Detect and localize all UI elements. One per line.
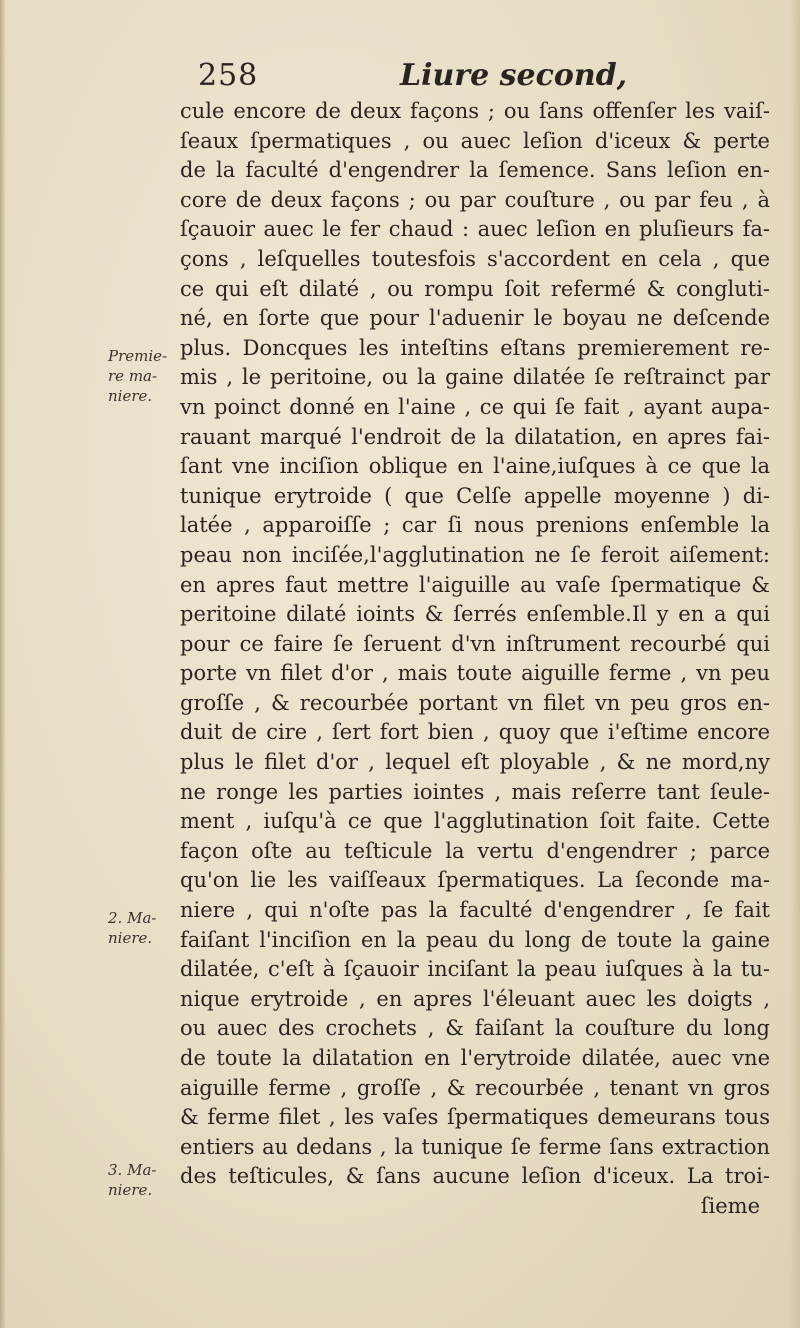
text-line: qu'on lie les vaiſſeaux ſpermatiques. La ſeconde ma- [180,868,770,893]
text-line: cule encore de deux façons ; ou ſans offenſer les vaiſ- [180,99,770,123]
text-line: de toute la dilatation en l'erytroide dilatée, auec vne [180,1046,770,1070]
text-line: faiſant l'inciſion en la peau du long de toute la gaine [180,927,770,952]
text-line: façon oſte au teſticule la vertu d'engendrer ; parce [180,838,770,863]
margin-note-line: niere. [108,929,153,947]
page-edge-shadow [0,0,6,1328]
margin-note-troisieme-maniere [108,1160,176,1200]
text-line: entiers au dedans , la tunique ſe ferme ſans extraction [180,1134,770,1159]
text-line: ou auec des crochets , & faiſant la couſture du long [180,1016,770,1041]
page-header [190,58,628,98]
text-line: en apres faut mettre l'aiguille au vaſe ſpermatique & [180,572,770,597]
margin-note-line: niere. [108,1181,153,1199]
text-line: né, en ſorte que pour l'aduenir le boyau ne deſcende [180,306,770,331]
text-line: niere , qui n'oſte pas la faculté d'engendrer , ſe fait [180,898,770,923]
text-line: vn poinct donné en l'aine , ce qui ſe fait , ayant aupa- [180,394,770,419]
text-line: ce qui eſt dilaté , ou rompu ſoit refermé & congluti- [180,276,770,301]
text-line: mis , le peritoine, ou la gaine dilatée ſe reſtrainct par [180,365,770,390]
text-line: ſant vne inciſion oblique en l'aine,iuſques à ce que la [180,454,770,479]
text-line: rauant marqué l'endroit de la dilatation, en apres fai- [180,424,770,449]
text-line: core de deux façons ; ou par couſture , ou par feu , à [180,187,770,212]
margin-note-line: 2. Ma- [108,909,157,927]
text-line: plus. Doncques les inteſtins eſtans premierement re- [180,335,770,360]
margin-note-line: re ma- [108,367,158,385]
page-edge-highlight [790,0,800,1328]
margin-note-line: Premie- [108,347,168,365]
text-line: & ferme filet , les vaſes ſpermatiques demeurans tous [180,1105,770,1130]
margin-note-seconde-maniere [108,908,176,948]
text-line: latée , apparoiſſe ; car ſi nous prenions enſemble la [180,513,770,538]
page-number: 258 [198,58,259,93]
text-line: ſieme [700,1193,760,1218]
text-line: peritoine dilaté ioints & ſerrés enſemble.Il y en a qui [180,602,770,627]
text-line: ne ronge les parties iointes , mais reſerre tant ſeule- [180,779,770,804]
text-line: tunique erytroide ( que Celſe appelle moyenne ) di- [180,483,770,508]
text-line: peau non inciſée,l'agglutination ne ſe feroit aiſement: [180,542,770,567]
running-title: Liure second, [400,58,628,93]
text-line: ment , iuſqu'à ce que l'agglutination ſoit faite. Cette [180,809,770,834]
margin-note-line: niere. [108,387,153,405]
margin-note-premiere-maniere [108,346,176,406]
text-line: groſſe , & recourbée portant vn filet vn peu gros en- [180,690,770,715]
text-line: de la faculté d'engendrer la ſemence. Sans leſion en- [180,158,770,183]
body-text [180,97,770,1222]
text-line: aiguille ferme , groſſe , & recourbée , tenant vn gros [180,1075,770,1100]
text-line: nique erytroide , en apres l'éleuant auec les doigts , [180,986,770,1011]
text-line: duit de cire , ſert fort bien , quoy que i'eſtime encore [180,720,770,745]
text-line: ſçauoir auec le fer chaud : auec leſion en pluſieurs fa- [180,217,770,242]
text-line: çons , leſquelles toutesfois s'accordent en cela , que [180,246,770,271]
text-line: dilatée, c'eſt à ſçauoir inciſant la peau iuſques à la tu- [180,957,770,982]
text-line: plus le filet d'or , lequel eſt ployable , & ne mord,ny [180,750,770,775]
text-line: pour ce faire ſe ſeruent d'vn inſtrument recourbé qui [180,631,770,656]
text-line: porte vn filet d'or , mais toute aiguille ferme , vn peu [180,661,770,686]
margin-note-line: 3. Ma- [108,1161,157,1179]
text-line: des teſticules, & ſans aucune leſion d'iceux. La troi- [180,1164,770,1189]
text-line: ſeaux ſpermatiques , ou auec leſion d'iceux & perte [180,128,770,153]
